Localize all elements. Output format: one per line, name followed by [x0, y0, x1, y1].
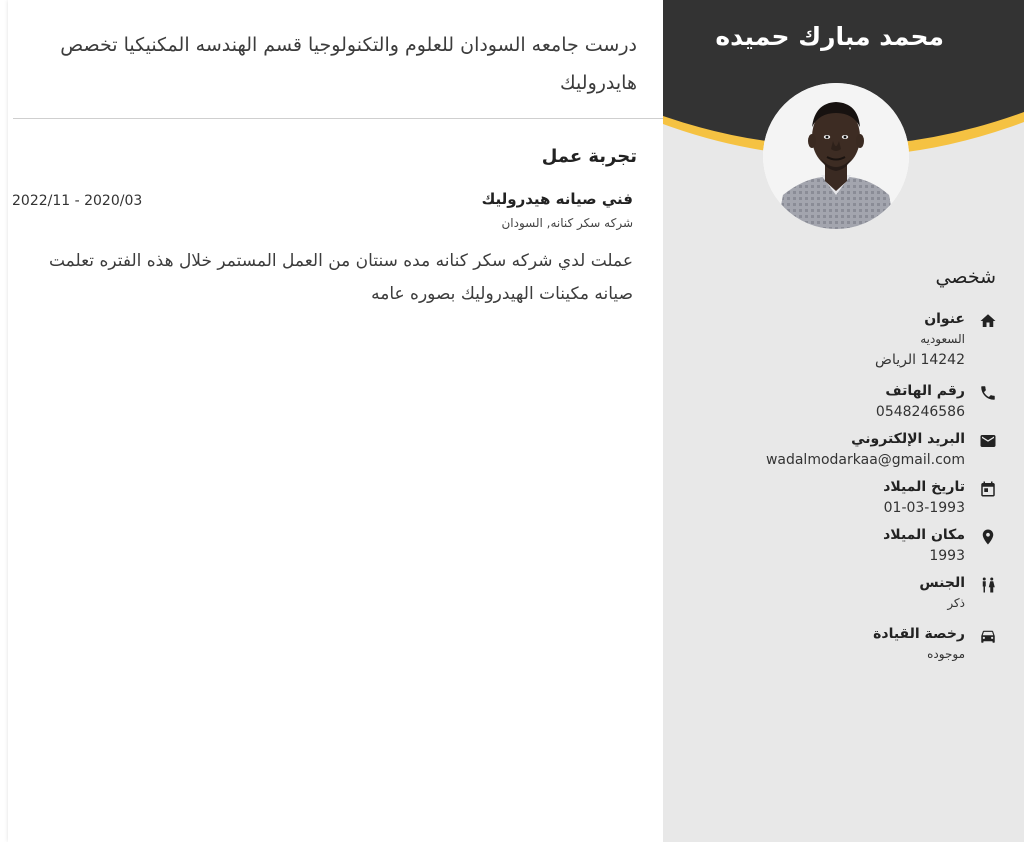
email-label: البريد الإلكتروني [851, 431, 965, 447]
address-line2: 14242 الرياض [875, 352, 965, 368]
gender-icon [979, 576, 997, 594]
address-label: عنوان [924, 311, 965, 327]
gender-item [919, 573, 965, 613]
sidebar [663, 0, 1024, 842]
personal-section-title: شخصي [935, 266, 996, 288]
gender-label: الجنس [919, 575, 965, 591]
phone-label: رقم الهاتف [885, 383, 965, 399]
calendar-icon [979, 480, 997, 498]
driving-license-label: رخصة القيادة [873, 626, 965, 642]
job-title: فني صيانه هيدروليك [481, 190, 633, 208]
profile-photo [763, 83, 909, 229]
birth-date-item [883, 477, 965, 519]
person-name: محمد مبارك حميده [715, 22, 944, 51]
birth-date-value: 01-03-1993 [883, 500, 965, 516]
section-divider [13, 118, 663, 119]
address-item [875, 309, 965, 371]
birth-place-label: مكان الميلاد [883, 527, 965, 543]
phone-item [876, 381, 965, 423]
job-dates: 2022/11 - 2020/03 [12, 193, 143, 209]
driving-license-item [873, 624, 965, 664]
phone-value: 0548246586 [875, 404, 965, 420]
home-icon [979, 312, 997, 330]
phone-icon [979, 384, 997, 402]
location-pin-icon [979, 528, 997, 546]
experience-section-title: تجربة عمل [541, 146, 637, 167]
birth-place-value: 1993 [929, 548, 965, 564]
job-company: شركه سكر كنانه, السودان [501, 216, 633, 230]
email-icon [979, 432, 997, 450]
birth-place-item [883, 525, 965, 567]
education-text: درست جامعه السودان للعلوم والتكنولوجيا قسم الهندسه المكنيكيا تخصص هايدروليك [60, 34, 637, 94]
gender-value: ذكر [947, 596, 965, 610]
email-value: wadalmodarkaa@gmail.com [765, 452, 965, 468]
driving-license-value: موجوده [927, 647, 965, 661]
car-icon [979, 627, 997, 645]
main-content [8, 0, 663, 842]
email-item [766, 429, 965, 471]
job-description: عملت لدي شركه سكر كنانه مده سنتان من العمل المستمر خلال هذه الفتره تعلمت صيانه مكينات الهيدروليك بصوره عامه [48, 251, 633, 304]
address-line1: السعوديه [920, 332, 965, 346]
birth-date-label: تاريخ الميلاد [883, 479, 965, 495]
